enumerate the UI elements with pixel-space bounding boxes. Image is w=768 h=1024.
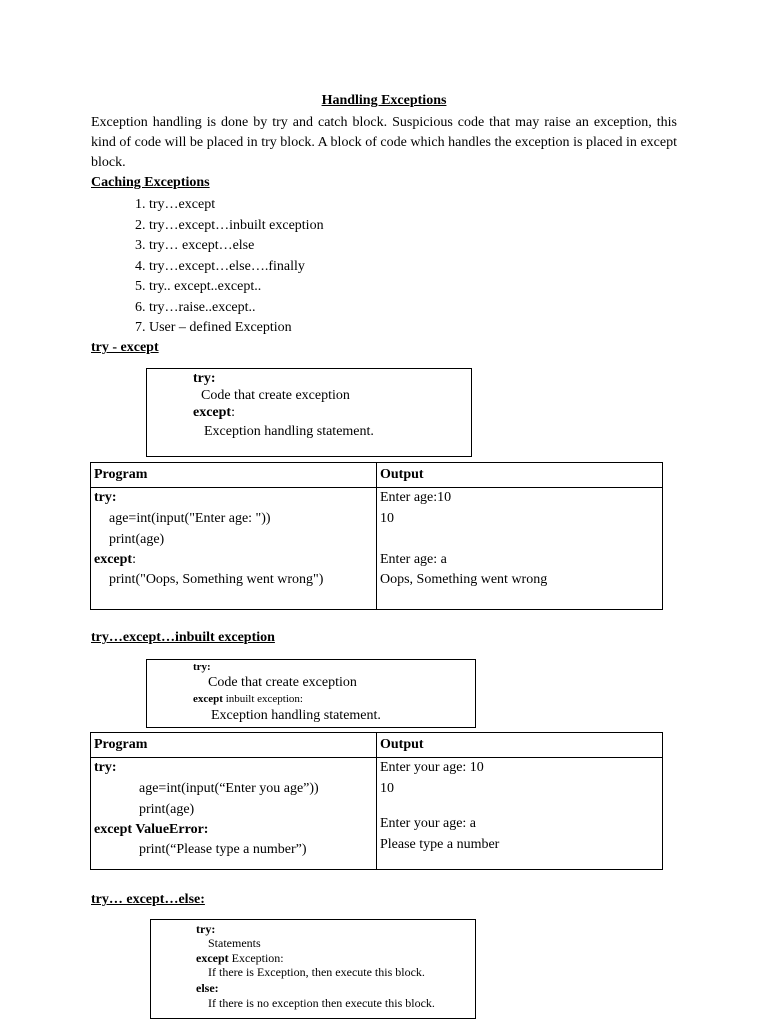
output-line: Enter age: a [380,552,447,567]
program-line: print(age) [139,802,195,817]
syntax-except-keyword: except [196,951,229,965]
program-colon: : [132,552,136,567]
syntax-except-rest: inbuilt exception: [222,693,303,705]
syntax-except-line [193,693,303,705]
program-try: try: [94,760,117,775]
list-item: 6. try…raise..except.. [135,299,256,315]
syntax-except-rest: Exception: [228,951,284,965]
program-except-keyword: except [94,552,133,567]
syntax-handler-line: Exception handling statement. [204,424,374,439]
program-cell [91,758,377,870]
try-except-heading: try - except [91,340,159,355]
output-header: Output [377,463,663,488]
program-line: print("Oops, Something went wrong") [109,572,324,587]
page-title: Handling Exceptions [321,93,447,108]
syntax-code-line: Code that create exception [208,675,357,690]
output-line: Oops, Something went wrong [380,572,548,587]
intro-paragraph: Exception handling is done by try and catch block. Suspicious code that may raise an exception, this kind of code will be placed in try block. A block of code which handles the exception is placed in except block. [91,115,677,170]
syntax-except-line [193,405,235,421]
list-item: 5. try.. except..except.. [135,279,262,294]
program-line: print(“Please type a number”) [139,842,307,857]
try-except-syntax-box [146,368,472,457]
list-item: 1. try…except [135,197,216,212]
syntax-except-line [196,951,284,966]
output-line: Enter age:10 [380,490,452,505]
try-except-else-heading: try… except…else: [91,892,205,907]
caching-exceptions-heading: Caching Exceptions [91,175,210,190]
syntax-handler-line: Exception handling statement. [211,708,381,723]
exception-types-list [135,195,324,339]
program-header: Program [91,463,377,488]
syntax-no-exception-line: If there is no exception then execute this block. [208,996,435,1010]
program-header: Program [91,733,377,758]
output-header: Output [377,733,663,758]
output-line: Please type a number [380,837,500,852]
syntax-try-keyword: try: [193,661,211,673]
syntax-statements-line: Statements [208,936,261,950]
inbuilt-exception-heading: try…except…inbuilt exception [91,630,275,645]
try-except-program-table [90,462,663,610]
output-line: 10 [380,511,394,526]
list-item: 3. try… except…else [135,238,255,253]
output-line: 10 [380,781,394,796]
list-item: 7. User – defined Exception [135,320,292,335]
syntax-else-keyword: else: [196,981,219,995]
program-line: age=int(input(“Enter you age”)) [139,781,319,796]
syntax-colon: : [231,405,235,420]
syntax-except-keyword: except [193,693,223,705]
output-cell [377,758,663,870]
syntax-code-line: Code that create exception [201,388,350,403]
list-item: 2. try…except…inbuilt exception [135,217,324,233]
program-cell [91,488,377,610]
program-line: age=int(input("Enter age: ")) [109,511,271,526]
program-except-line: except ValueError: [94,822,209,837]
output-line: Enter your age: 10 [380,760,484,775]
syntax-try-keyword: try: [196,922,216,936]
program-try: try: [94,490,117,505]
list-item: 4. try…except…else….finally [135,258,305,274]
inbuilt-program-table [90,732,663,870]
output-cell [377,488,663,610]
output-line: Enter your age: a [380,816,477,831]
program-except-line [94,552,136,568]
inbuilt-syntax-box [146,659,476,728]
program-line: print(age) [109,532,165,547]
syntax-except-keyword: except [193,405,232,420]
syntax-exception-line: If there is Exception, then execute this block. [208,965,425,979]
syntax-try-keyword: try: [193,371,216,386]
else-syntax-box [150,919,476,1019]
